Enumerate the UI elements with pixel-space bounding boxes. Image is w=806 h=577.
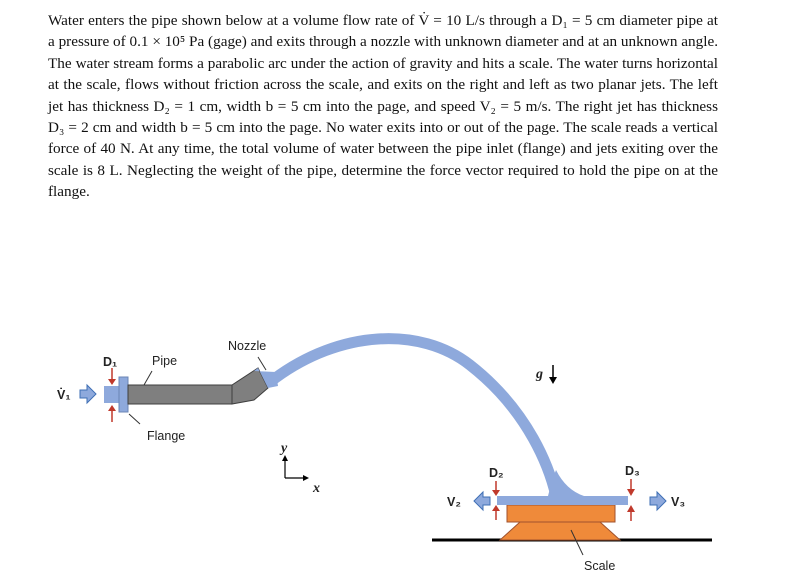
label-axis-x: x [313,481,320,496]
label-v2: V₂ [447,495,461,509]
label-d3: D₃ [625,464,640,478]
coordinate-axes [282,455,309,481]
label-axis-y: y [281,441,288,456]
label-pipe: Pipe [152,354,178,368]
water-jet-arc [274,339,556,496]
flange-leader [129,414,140,424]
label-d1: D₁ [103,355,118,369]
v3-arrow-icon [650,492,666,510]
scale-base [500,522,620,540]
pipe-leader [144,371,152,385]
label-flange: Flange [147,429,186,443]
label-gravity: g⃗ [536,367,554,382]
pipe-body [128,385,232,404]
scale-platform [507,505,615,522]
v2-arrow-icon [474,492,490,510]
label-scale: Scale [584,559,616,573]
v1-arrow-icon [80,385,96,403]
water-sheet-on-scale [497,496,628,505]
label-nozzle: Nozzle [228,339,267,353]
d3-arrows [627,479,635,521]
label-d2: D₂ [489,466,504,480]
nozzle-leader [258,357,266,370]
label-v3: V₃ [671,495,686,509]
label-v1: V̇₁ [57,388,71,402]
problem-statement: Water enters the pipe shown below at a volume flow rate of V̇ = 10 L/s through a D₁ = 5 cm diameter pipe at a pressure of 0.1 × 10⁵ Pa (gage) and exits through a nozzle with unknown diameter and at an unknown angle. The water stream forms a parabolic arc under the action of gravity and hits a scale. The water turns horizontal at the scale, flows without friction across the scale, and exits on the right and left as two planar jets. The left jet has thickness D₂ = 1 cm, width b = 5 cm into the page, and speed V₂ = 5 m/s. The right jet has thickness D₃ = 2 cm and width b = 5 cm into the page. No water exits into or out of the page. The scale reads a vertical force of 40 N. At any time, the total volume of water between the pipe inlet (flange) and jets exiting over the scale is 8 L. Neglecting the weight of the pipe, determine the force vector required to hold the pipe on at the flange. [48,12,718,201]
water-inlet [104,386,120,403]
flange [119,377,128,412]
